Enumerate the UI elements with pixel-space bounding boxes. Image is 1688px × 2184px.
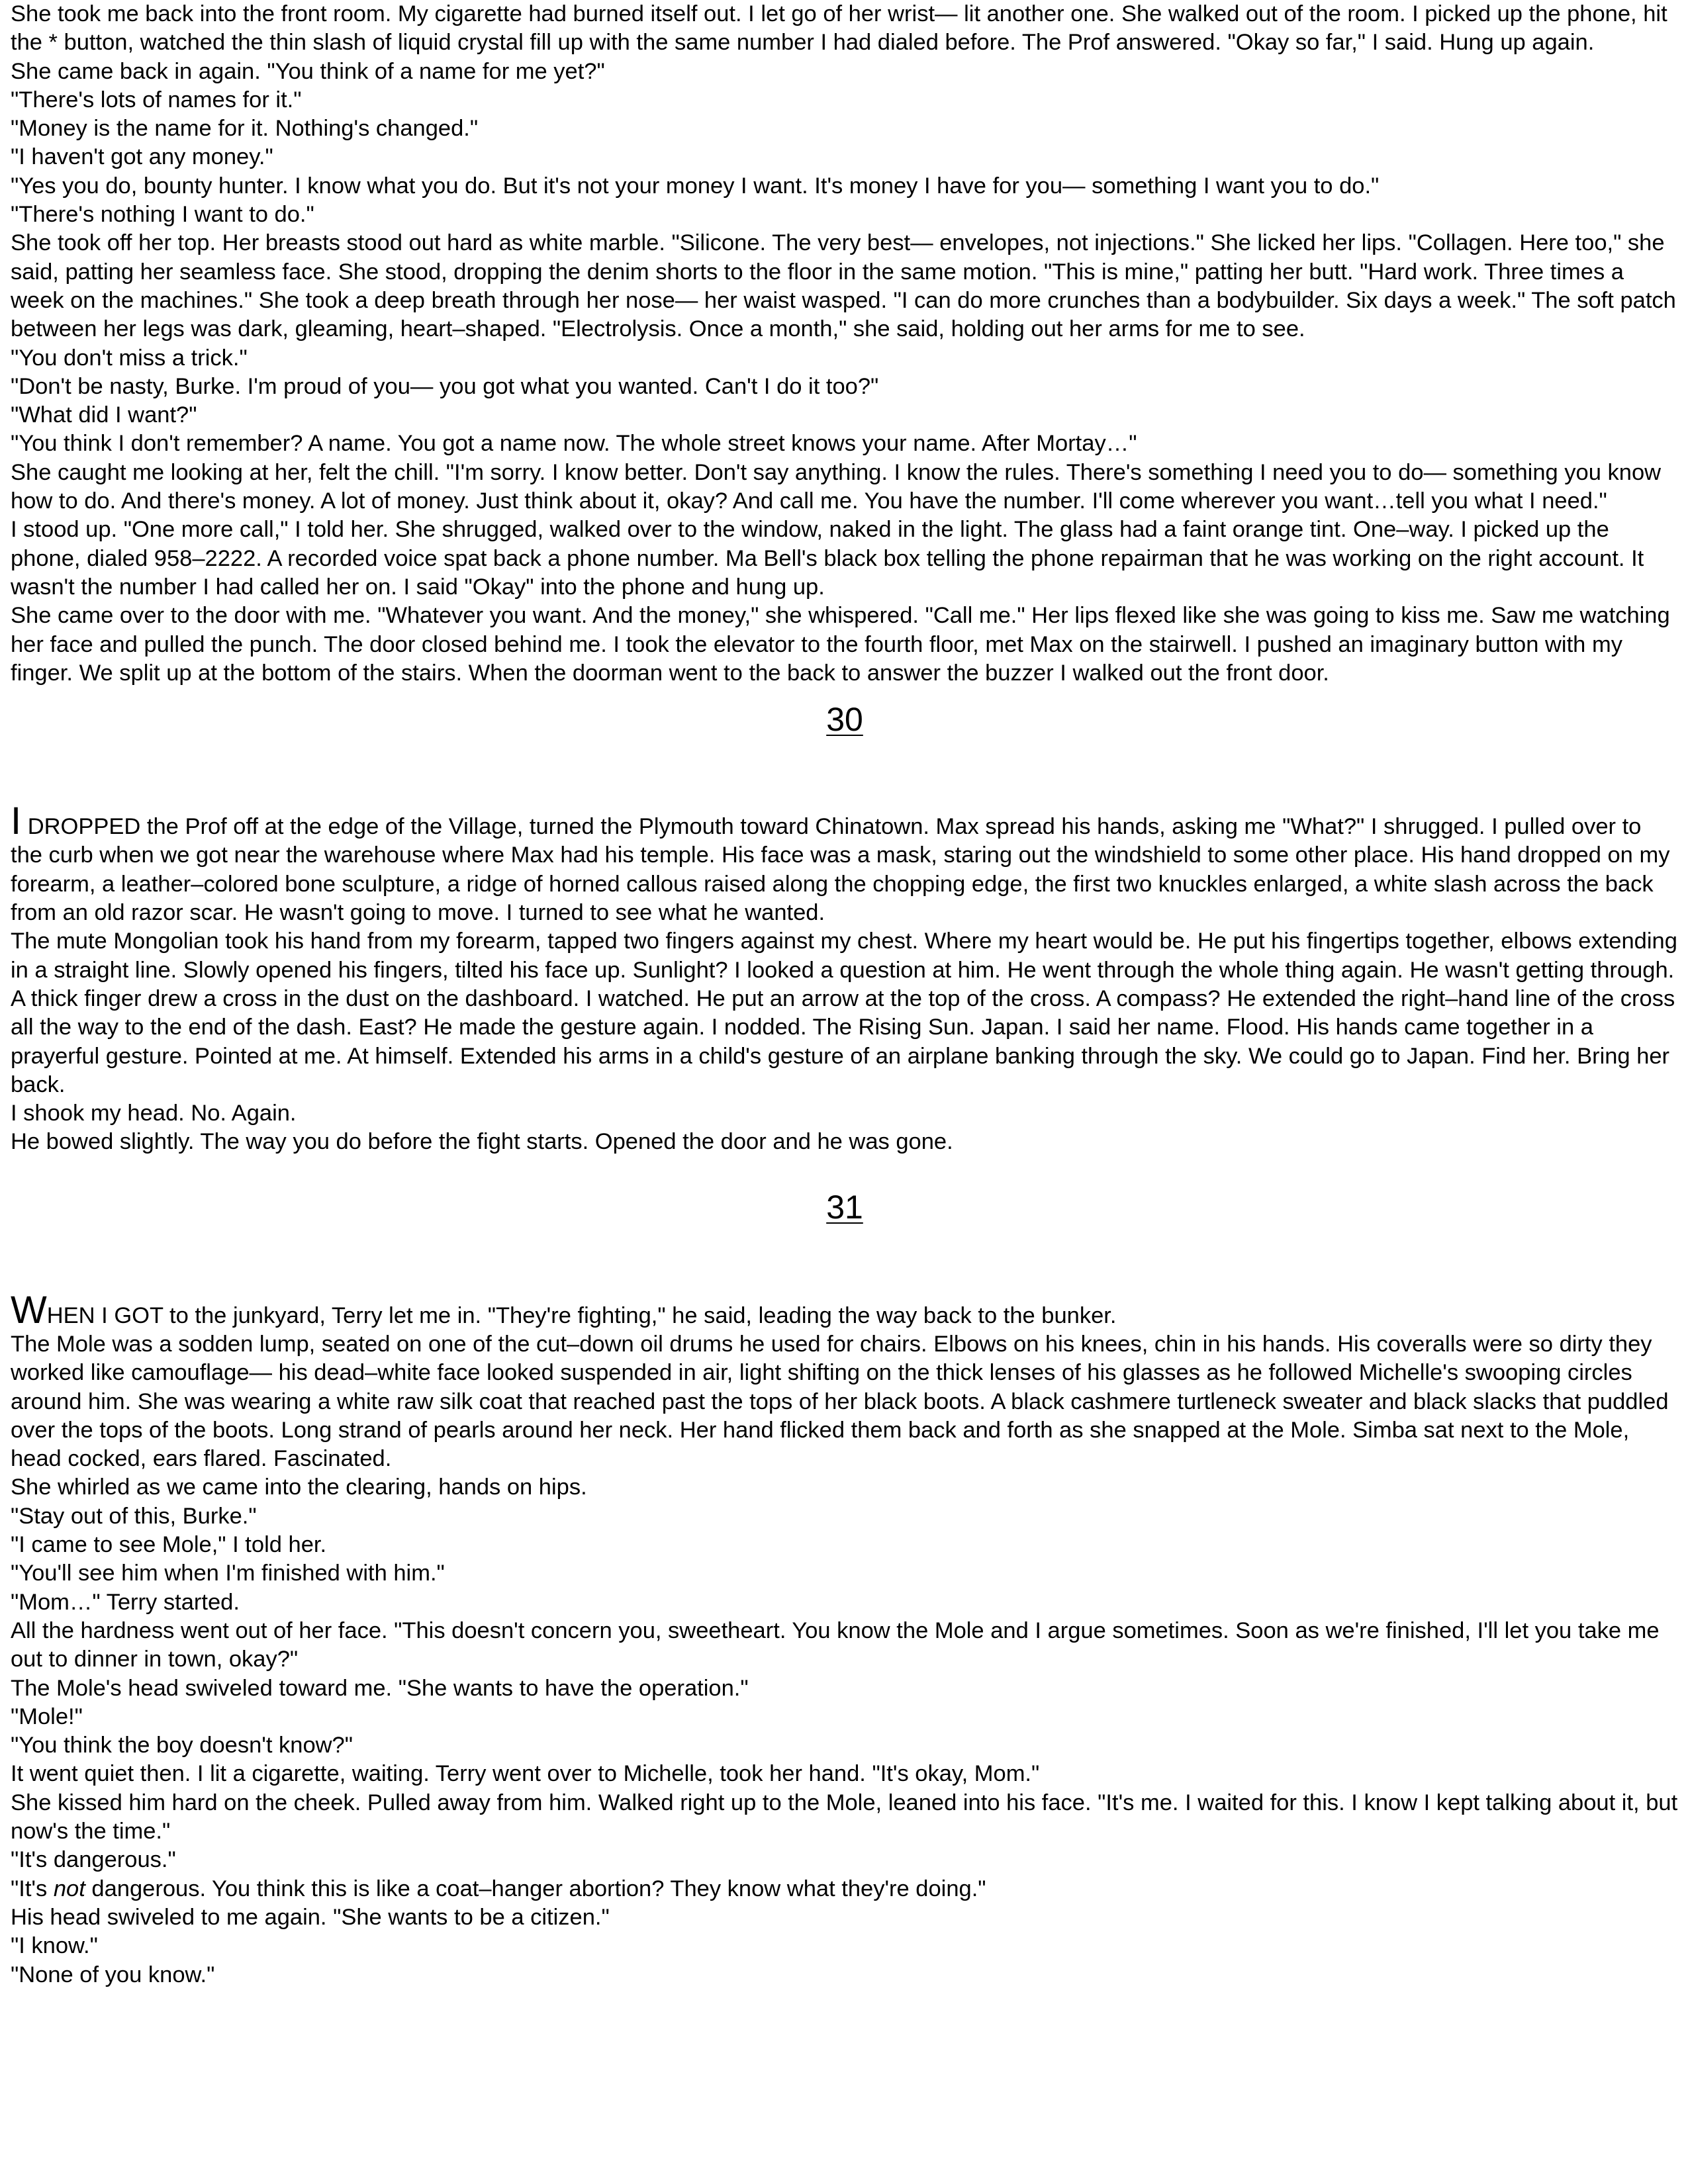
paragraph: "Mom…" Terry started. [11, 1589, 240, 1615]
drop-cap: I [11, 799, 22, 843]
paragraph: His head swiveled to me again. "She wants to be a citizen." [11, 1904, 610, 1930]
paragraph: The mute Mongolian took his hand from my forearm, tapped two fingers against my chest. Where my heart would be. He put his fingertips together, elbows extending in a straight line. Slowly opened his fingers, tilted his face up. Sunlight? I looked a question at him. He went through the whole thing again. He wasn't getting through. A thick finger drew a cross in the dust on the dashboard. I watched. He put an arrow at the top of the cross. A compass? He extended the right–hand line of the cross all the way to the end of the dash. East? He made the gesture again. I nodded. The Rising Sun. Japan. I said her name. Flood. His hands came together in a prayerful gesture. Pointed at me. At himself. Extended his arms in a child's gesture of an airplane banking through the sky. We could go to Japan. Find her. Bring her back. [11, 929, 1677, 1097]
paragraph: "There's nothing I want to do." [11, 202, 314, 228]
paragraph [11, 1288, 1679, 1332]
paragraph-text: DROPPED the Prof off at the edge of the Village, turned the Plymouth toward Chinatown. Max spread his hands, asking me "What?" I shrugged. I pulled over to the curb when we got near the warehouse where Max had his temple. His face was a mask, staring out the windshield to some other place. His hand dropped on my forearm, a leather–colored bone sculpture, a ridge of horned callous raised along the chopping edge, the first two knuckles enlarged, a white slash across the back from an old razor scar. He wasn't going to move. I turned to see what he wanted. [11, 814, 1670, 926]
chapter-number: 31 [826, 1188, 863, 1226]
paragraph: "Money is the name for it. Nothing's changed." [11, 116, 479, 142]
paragraph: She caught me looking at her, felt the chill. "I'm sorry. I know better. Don't say anything. I know the rules. There's something I need you to do— something you know how to do. And there's money. A lot of money. Just think about it, okay? And call me. You have the number. I'll come wherever you want…tell you what I need." [11, 459, 1662, 514]
paragraph-text: HEN I GOT to the junkyard, Terry let me in. "They're fighting," he said, leading the way back to the bunker. [46, 1302, 1117, 1328]
paragraph: "You think the boy doesn't know?" [11, 1733, 353, 1758]
paragraph: "I haven't got any money." [11, 144, 273, 170]
paragraph: "It's dangerous." [11, 1847, 176, 1873]
section-continued [11, 0, 1679, 688]
paragraph: It went quiet then. I lit a cigarette, waiting. Terry went over to Michelle, took her hand. "It's okay, Mom." [11, 1761, 1040, 1787]
paragraph: "Mole!" [11, 1704, 83, 1729]
paragraph: She came back in again. "You think of a name for me yet?" [11, 58, 605, 84]
paragraph: "Yes you do, bounty hunter. I know what you do. But it's not your money I want. It's money I have for you— something I want you to do." [11, 173, 1380, 199]
paragraph: I stood up. "One more call," I told her. She shrugged, walked over to the window, naked in the light. The glass had a faint orange tint. One–way. I picked up the phone, dialed 958–2222. A recorded voice spat back a phone number. Ma Bell's black box telling the phone repairman that he was working on the right account. It wasn't the number I had called her on. I said "Okay" into the phone and hung up. [11, 517, 1644, 600]
paragraph: The Mole's head swiveled toward me. "She wants to have the operation." [11, 1675, 749, 1701]
paragraph: "Stay out of this, Burke." [11, 1503, 257, 1529]
paragraph: "Don't be nasty, Burke. I'm proud of you— you got what you wanted. Can't I do it too?" [11, 373, 879, 399]
paragraph: "I came to see Mole," I told her. [11, 1532, 327, 1558]
paragraph: "None of you know." [11, 1962, 215, 1987]
paragraph: She kissed him hard on the cheek. Pulled away from him. Walked right up to the Mole, leaned into his face. "It's me. I waited for this. I know I kept talking about it, but now's the time." [11, 1790, 1678, 1844]
paragraph: She took me back into the front room. My cigarette had burned itself out. I let go of her wrist— lit another one. She walked out of the room. I picked up the phone, hit the * button, watched the thin slash of liquid crystal fill up with the same number I had dialed before. The Prof answered. "Okay so far," I said. Hung up again. [11, 1, 1667, 56]
paragraph-text: "It's [11, 1876, 54, 1901]
paragraph: "I know." [11, 1933, 98, 1959]
chapter-30-body [11, 799, 1679, 1157]
chapter-31-body [11, 1288, 1679, 1989]
paragraph: All the hardness went out of her face. "This doesn't concern you, sweetheart. You know the Mole and I argue sometimes. Soon as we're finished, I'll let you take me out to dinner in town, okay?" [11, 1617, 1660, 1672]
drop-cap: W [11, 1288, 47, 1332]
paragraph [11, 799, 1679, 927]
paragraph: "There's lots of names for it." [11, 87, 302, 113]
paragraph: The Mole was a sodden lump, seated on one of the cut–down oil drums he used for chairs. Elbows on his knees, chin in his hands. His coveralls were so dirty they worked like camouflage— his dead–white face looked suspended in air, light shifting on the thick lenses of his glasses as he followed Michelle's swooping circles around him. She was wearing a white raw silk coat that reached past the tops of her black boots. A black cashmere turtleneck sweater and black slacks that puddled over the tops of the boots. Long strand of pearls around her neck. Her hand flicked them back and forth as she snapped at the Mole. Simba sat next to the Mole, head cocked, ears flared. Fascinated. [11, 1331, 1669, 1472]
paragraph: She came over to the door with me. "Whatever you want. And the money," she whispered. "Call me." Her lips flexed like she was going to kiss me. Saw me watching her face and pulled the punch. The door closed behind me. I took the elevator to the fourth floor, met Max on the stairwell. I pushed an imaginary button with my finger. We split up at the bottom of the stairs. When the doorman went to the back to answer the buzzer I walked out the front door. [11, 603, 1670, 686]
paragraph: I shook my head. No. Again. [11, 1101, 297, 1126]
paragraph: She took off her top. Her breasts stood out hard as white marble. "Silicone. The very best— envelopes, not injections." She licked her lips. "Collagen. Here too," she said, patting her seamless face. She stood, dropping the denim shorts to the floor in the same motion. "This is mine," patting her butt. "Hard work. Three times a week on the machines." She took a deep breath through her nose— her waist wasped. "I can do more crunches than a bodybuilder. Six days a week." The soft patch between her legs was dark, gleaming, heart–shaped. "Electrolysis. Once a month," she said, holding out her arms for me to see. [11, 230, 1676, 342]
chapter-heading-31 [11, 1187, 1679, 1226]
paragraph: "You don't miss a trick." [11, 345, 248, 371]
chapter-heading-30 [11, 700, 1679, 738]
paragraph: "What did I want?" [11, 402, 197, 428]
paragraph [11, 1875, 1679, 1903]
paragraph: "You think I don't remember? A name. You got a name now. The whole street knows your name. After Mortay…" [11, 431, 1137, 457]
chapter-number: 30 [826, 701, 863, 739]
paragraph: He bowed slightly. The way you do before the fight starts. Opened the door and he was gone. [11, 1129, 953, 1155]
paragraph: She whirled as we came into the clearing, hands on hips. [11, 1475, 587, 1500]
italic-text: not [53, 1876, 85, 1901]
paragraph-text: dangerous. You think this is like a coat–hanger abortion? They know what they're doing." [85, 1876, 986, 1901]
paragraph: "You'll see him when I'm finished with him." [11, 1561, 445, 1586]
document-page [11, 0, 1679, 2184]
